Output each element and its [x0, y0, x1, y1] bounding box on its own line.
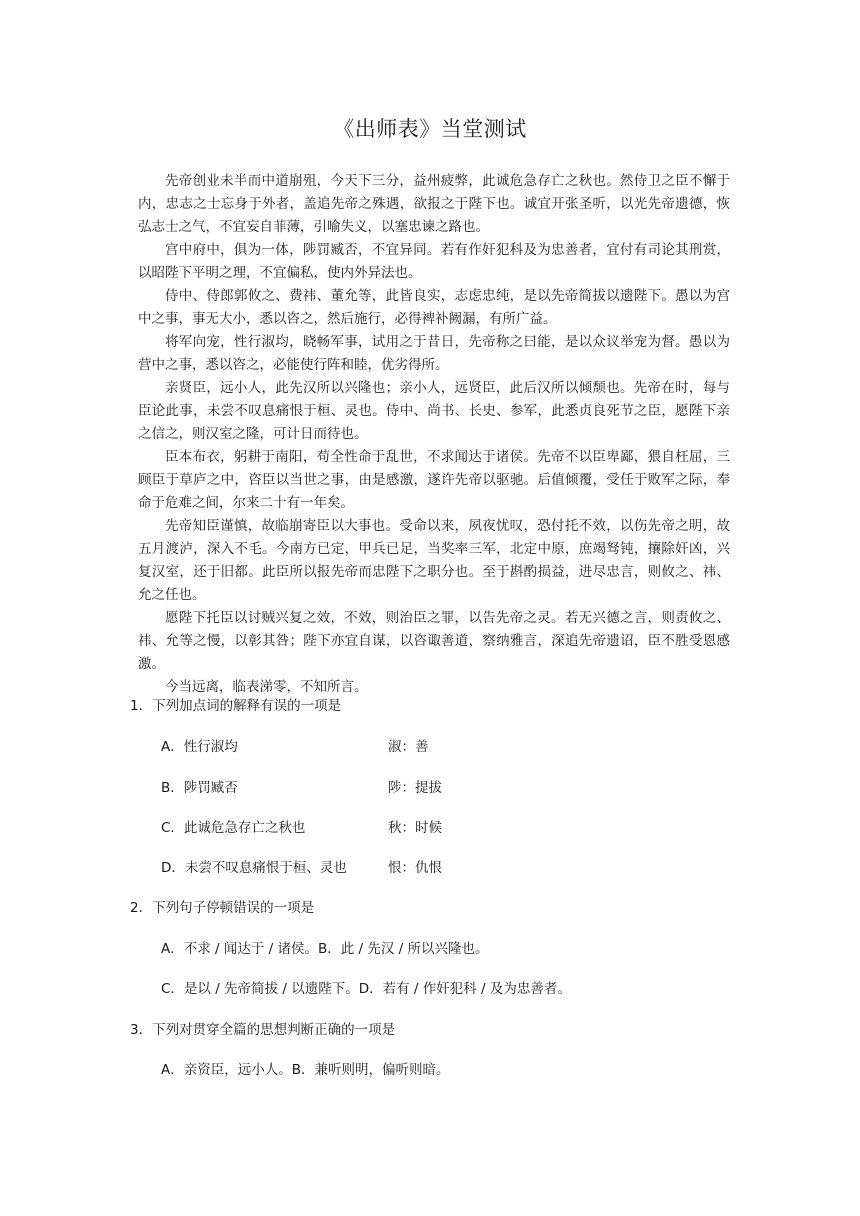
passage-paragraph: 愿陛下托臣以讨贼兴复之效，不效，则治臣之罪，以告先帝之灵。若无兴德之言，则责攸之、祎、允等之慢，以彰其咎；陛下亦宜自谋，以咨诹善道，察纳雅言，深追先帝遗诏，臣不胜受恩感激。 [138, 610, 730, 672]
question-1-option-b: B．陟罚臧否 [161, 780, 238, 796]
passage-paragraph: 宫中府中，俱为一体，陟罚臧否，不宜异同。若有作奸犯科及为忠善者，宜付有司论其刑赏，以昭陛下平明之理，不宜偏私，使内外异法也。 [138, 242, 730, 281]
passage-paragraph: 今当远离，临表涕零，不知所言。 [165, 679, 368, 695]
question-1-option-a: A．性行淑均 [161, 739, 238, 755]
question-3-stem: 3．下列对贯穿全篇的思想判断正确的一项是 [130, 1022, 396, 1038]
passage-text [138, 170, 730, 699]
question-2-options-row-2: C．是以 / 先帝简拔 / 以遗陛下。D．若有 / 作奸犯科 / 及为忠善者。 [161, 981, 571, 997]
passage-paragraph: 将军向宠，性行淑均，晓畅军事，试用之于昔日，先帝称之曰能，是以众议举宠为督。愚以为营中之事，悉以咨之，必能使行阵和睦，优劣得所。 [138, 334, 730, 373]
question-1-option-a-gloss: 淑：善 [388, 739, 429, 755]
passage-paragraph: 臣本布衣，躬耕于南阳，苟全性命于乱世，不求闻达于诸侯。先帝不以臣卑鄙，猥自枉屈，三顾臣于草庐之中，咨臣以当世之事，由是感激，遂许先帝以驱驰。后值倾覆，受任于败军之际，奉命于危难之间，尔来二十有一年矣。 [138, 449, 730, 511]
question-1-option-c-gloss: 秋：时候 [388, 820, 442, 836]
passage-paragraph: 先帝创业未半而中道崩殂，今天下三分，益州疲弊，此诚危急存亡之秋也。然侍卫之臣不懈于内，忠志之士忘身于外者，盖追先帝之殊遇，欲报之于陛下也。诚宜开张圣听，以光先帝遗德，恢弘志士之气，不宜妄自菲薄，引喻失义，以塞忠谏之路也。 [138, 173, 730, 235]
question-1-option-d-gloss: 恨：仇恨 [388, 860, 442, 876]
question-1-option-d: D．未尝不叹息痛恨于桓、灵也 [161, 860, 347, 876]
question-1-stem: 1．下列加点词的解释有误的一项是 [130, 698, 342, 714]
passage-paragraph: 先帝知臣谨慎，故临崩寄臣以大事也。受命以来，夙夜忧叹，恐付托不效，以伤先帝之明，故五月渡泸，深入不毛。今南方已定，甲兵已足，当奖率三军，北定中原，庶竭驽钝，攘除奸凶，兴复汉室，还于旧都。此臣所以报先帝而忠陛下之职分也。至于斟酌损益，进尽忠言，则攸之、祎、允之任也。 [138, 518, 730, 603]
question-1-option-c: C．此诚危急存亡之秋也 [161, 820, 306, 836]
question-2-options-row-1: A．不求 / 闻达于 / 诸侯。B．此 / 先汉 / 所以兴隆也。 [161, 941, 489, 957]
passage-paragraph: 侍中、侍郎郭攸之、费祎、董允等，此皆良实，志虑忠纯，是以先帝简拔以遗陛下。愚以为宫中之事，事无大小，悉以咨之，然后施行，必得裨补阙漏，有所广益。 [138, 288, 730, 327]
passage-paragraph: 亲贤臣，远小人，此先汉所以兴隆也；亲小人，远贤臣，此后汉所以倾颓也。先帝在时，每与臣论此事，未尝不叹息痛恨于桓、灵也。侍中、尚书、长史、参军，此悉贞良死节之臣，愿陛下亲之信之，则汉室之隆，可计日而待也。 [138, 380, 730, 442]
question-2-stem: 2．下列句子停顿错误的一项是 [130, 900, 315, 916]
question-3-options-row-1: A．亲资臣，远小人。B．兼听则明，偏听则暗。 [161, 1062, 450, 1078]
page-title: 《出师表》当堂测试 [333, 117, 527, 141]
question-1-option-b-gloss: 陟：提拔 [388, 780, 442, 796]
